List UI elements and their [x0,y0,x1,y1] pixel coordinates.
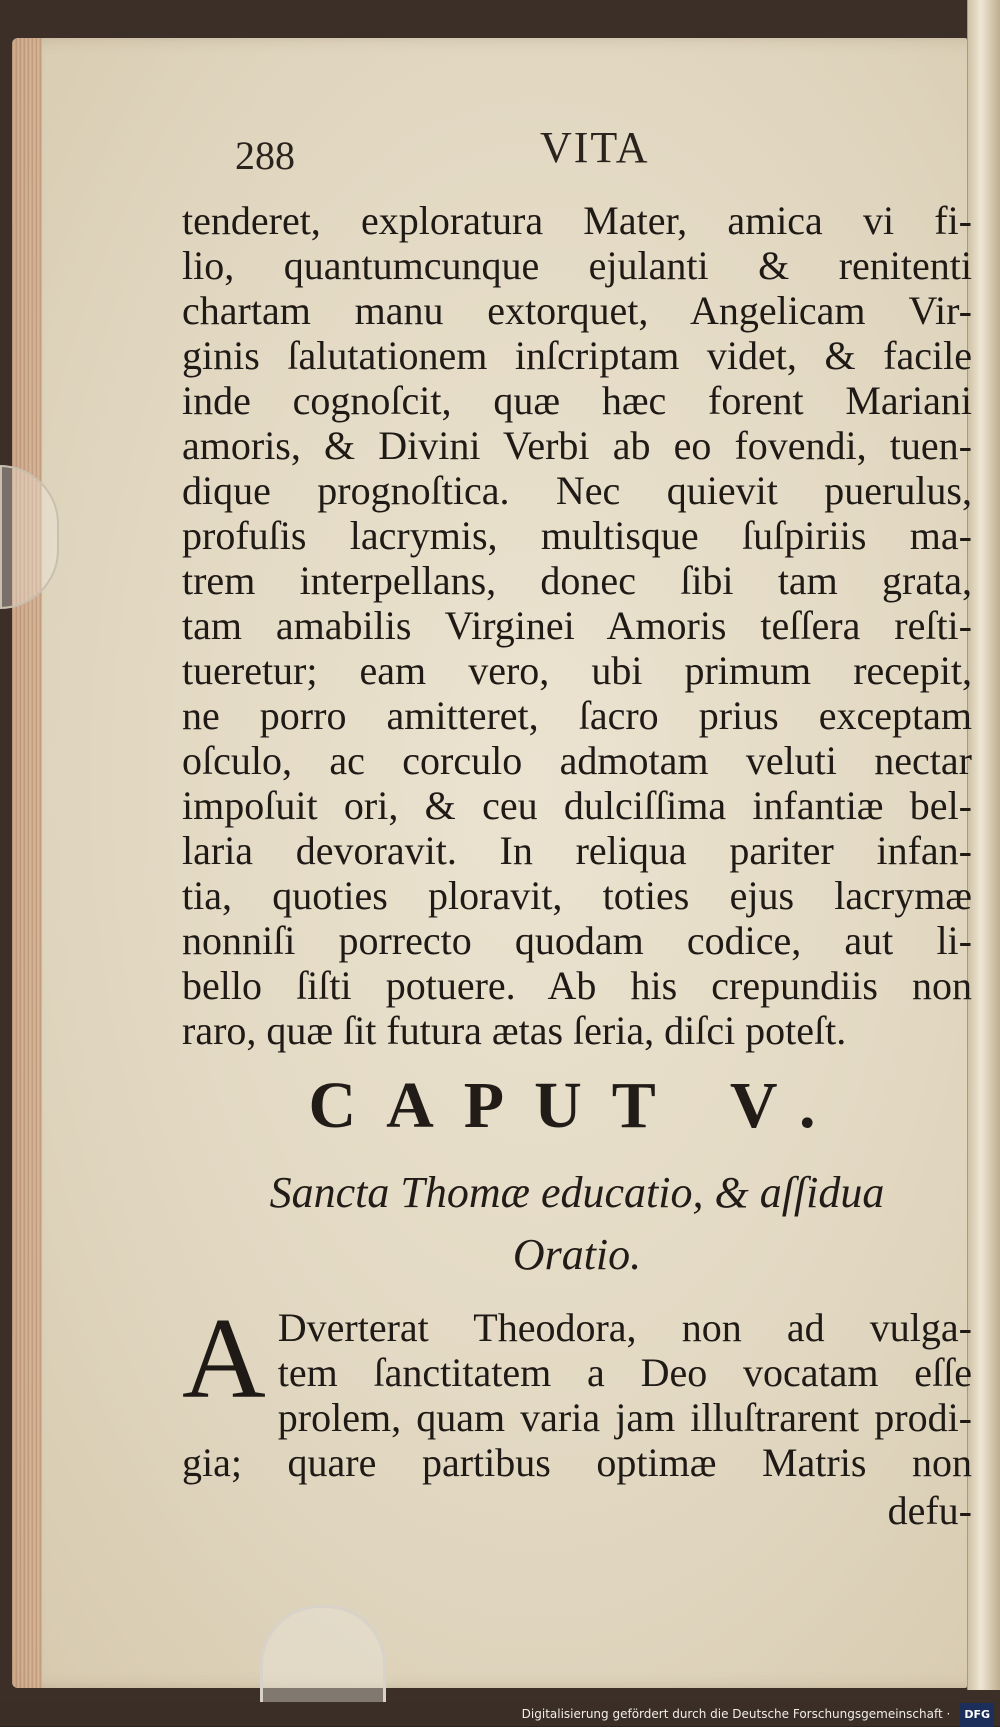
text-line: lio, quantumcunque ejulanti & renitenti [182,243,972,288]
dfg-logo: DFG [960,1703,994,1727]
drop-cap: A [182,1295,266,1423]
running-head: VITA [540,123,650,172]
catchword: defu- [887,1488,972,1533]
text-line: bello ſiſti potuere. Ab his crepundiis non [182,963,972,1008]
chapter-subtitle-line: Oratio. [512,1230,642,1279]
chapter-subtitle [182,1162,972,1286]
text-line: tam amabilis Virginei Amoris teſſera reſti- [182,603,972,648]
text-line: trem interpellans, donec ſibi tam grata, [182,558,972,603]
text-line: impoſuit ori, & ceu dulciſſima infantiæ bel- [182,783,972,828]
text-line: amoris, & Divini Verbi ab eo fovendi, tuen- [182,423,972,468]
page-number: 288 [235,133,295,178]
text-line: laria devoravit. In reliqua pariter infan- [182,828,972,873]
text-line: oſculo, ac corculo admotam veluti nectar [182,738,972,783]
text-line: prolem, quam varia jam illuſtrarent prodi- [277,1395,972,1440]
text-line: ginis ſalutationem inſcriptam videt, & facile [182,333,972,378]
page-header [195,122,915,182]
chapter-title: CAPUT V. [308,1069,846,1142]
text-line: tenderet, exploratura Mater, amica vi fi- [182,198,972,243]
chapter-subtitle-line: Sancta Thomæ educatio, & aſſidua [269,1168,885,1217]
text-line: dique prognoſtica. Nec quievit puerulus, [182,468,972,513]
text-line: tueretur; eam vero, ubi primum recepit, [182,648,972,693]
text-line: gia; quare partibus optimæ Matris non [182,1440,972,1485]
text-line: nonniſi porrecto quodam codice, aut li- [182,918,972,963]
text-line: profuſis lacrymis, multisque ſuſpiriis ma- [182,513,972,558]
paragraph-2 [182,1295,972,1485]
digitization-footer [0,1702,1000,1726]
text-line: ne porro amitteret, ſacro prius exceptam [182,693,972,738]
text-line: raro, quæ ſit futura ætas ſeria, diſci poteſt. [182,1008,847,1053]
text-line: chartam manu extorquet, Angelicam Vir- [182,288,972,333]
page-edge-left [12,38,42,1688]
paragraph-1 [182,198,972,1053]
chapter-heading [182,1068,972,1286]
text-line: tem ſanctitatem a Deo vocatam eſſe [277,1350,972,1395]
text-line: Dverterat Theodora, non ad vulga- [277,1305,972,1350]
text-line: tia, quoties ploravit, toties ejus lacrymæ [182,873,972,918]
page-clip [260,1605,386,1711]
footer-credit: Digitalisierung gefördert durch die Deutsche Forschungsgemeinschaft · [521,1707,951,1721]
text-line: inde cognoſcit, quæ hæc forent Mariani [182,378,972,423]
